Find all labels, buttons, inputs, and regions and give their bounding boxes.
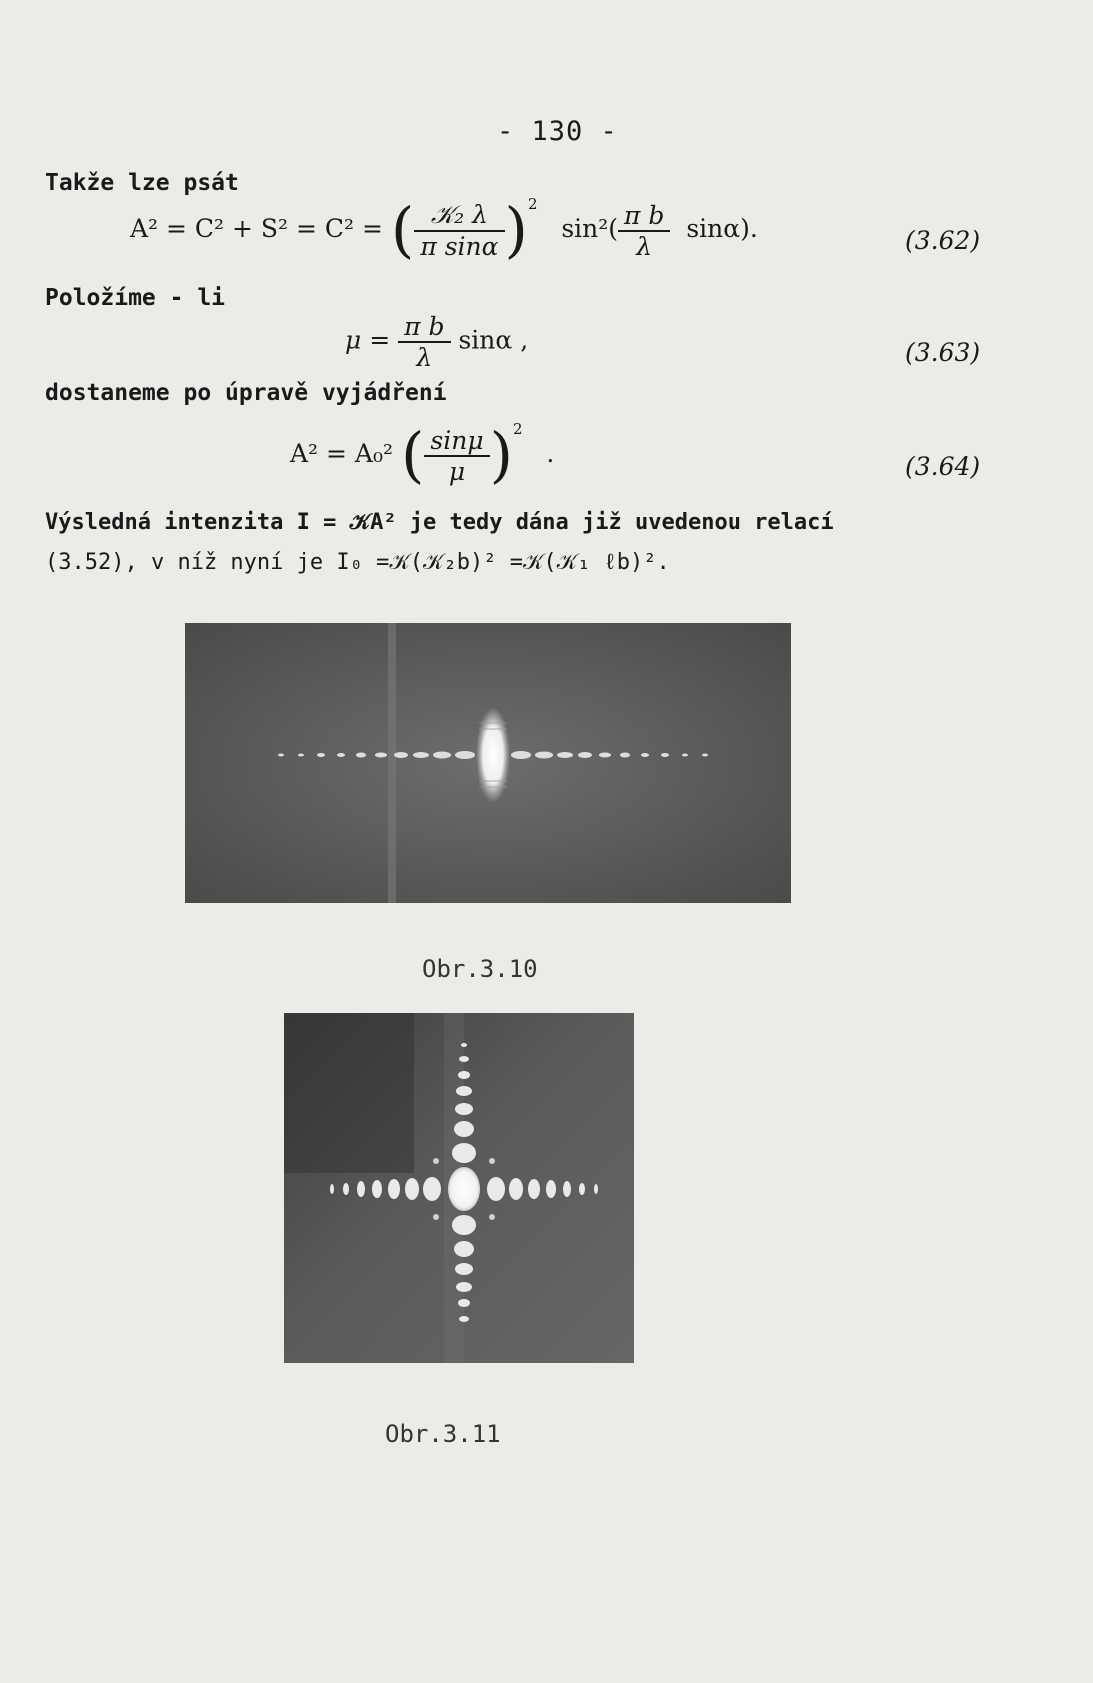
equation-3-64: A² = A₀² ( $\frac{\sin\mu}{\mu}$ )$^2$ . <box>290 420 555 491</box>
eq-364-dot: . <box>546 439 555 468</box>
figure-3-10-caption: Obr.3.10 <box>422 955 538 983</box>
figure-3-11-caption: Obr.3.11 <box>385 1420 501 1448</box>
page-number: - 130 - <box>497 116 618 147</box>
equation-3-62: A² = C² + S² = C² = ( $\frac{\text{𝒦₂ λ}}{\text{π sinα}}$ )$^2$ sin²( $\frac{\text{π b}}{\lambda}$ sinα). <box>130 195 758 266</box>
intro-line: Takže lze psát <box>45 170 239 196</box>
eq-362-sin: sin²( <box>561 214 619 243</box>
figure-3-10-photo <box>185 623 791 903</box>
eq-362-fraction: $\frac{\text{𝒦₂ λ}}{\text{π sinα}}$ <box>414 200 504 261</box>
eq-364-exponent: 2 <box>513 420 523 438</box>
eq-362-inner-fraction: $\frac{\text{π b}}{\lambda}$ <box>618 201 670 261</box>
equation-3-63 <box>345 312 528 372</box>
result-line-2: (3.52), v níž nyní je I₀ =𝒦(𝒦₂b)² =𝒦(𝒦₁ ℓb)². <box>45 550 670 575</box>
eq-362-exponent: 2 <box>527 195 538 213</box>
eq-364-fraction: $\frac{\sin\mu}{\mu}$ <box>424 426 489 486</box>
eq-363-fraction: $\frac{\text{π b}}{\lambda}$ <box>398 312 450 372</box>
eq-364-lhs: A² = A₀² <box>290 439 394 468</box>
eq-362-lhs: A² = C² + S² = C² = <box>130 214 383 243</box>
figure-3-11-photo <box>284 1013 634 1363</box>
eq-363-lhs: μ = <box>345 325 391 355</box>
eq-364-label: (3.64) <box>905 452 981 481</box>
result-line-1: Výsledná intenzita I = 𝒦A² je tedy dána již uvedenou relací <box>45 510 834 535</box>
line-dostaneme: dostaneme po úpravě vyjádření <box>45 380 447 406</box>
eq-363-tail: sinα , <box>458 325 529 355</box>
eq-362-label: (3.62) <box>905 226 981 255</box>
eq-362-tail: sinα). <box>686 214 758 243</box>
eq-363-label: (3.63) <box>905 338 981 367</box>
line-polozime: Položíme - li <box>45 285 226 311</box>
